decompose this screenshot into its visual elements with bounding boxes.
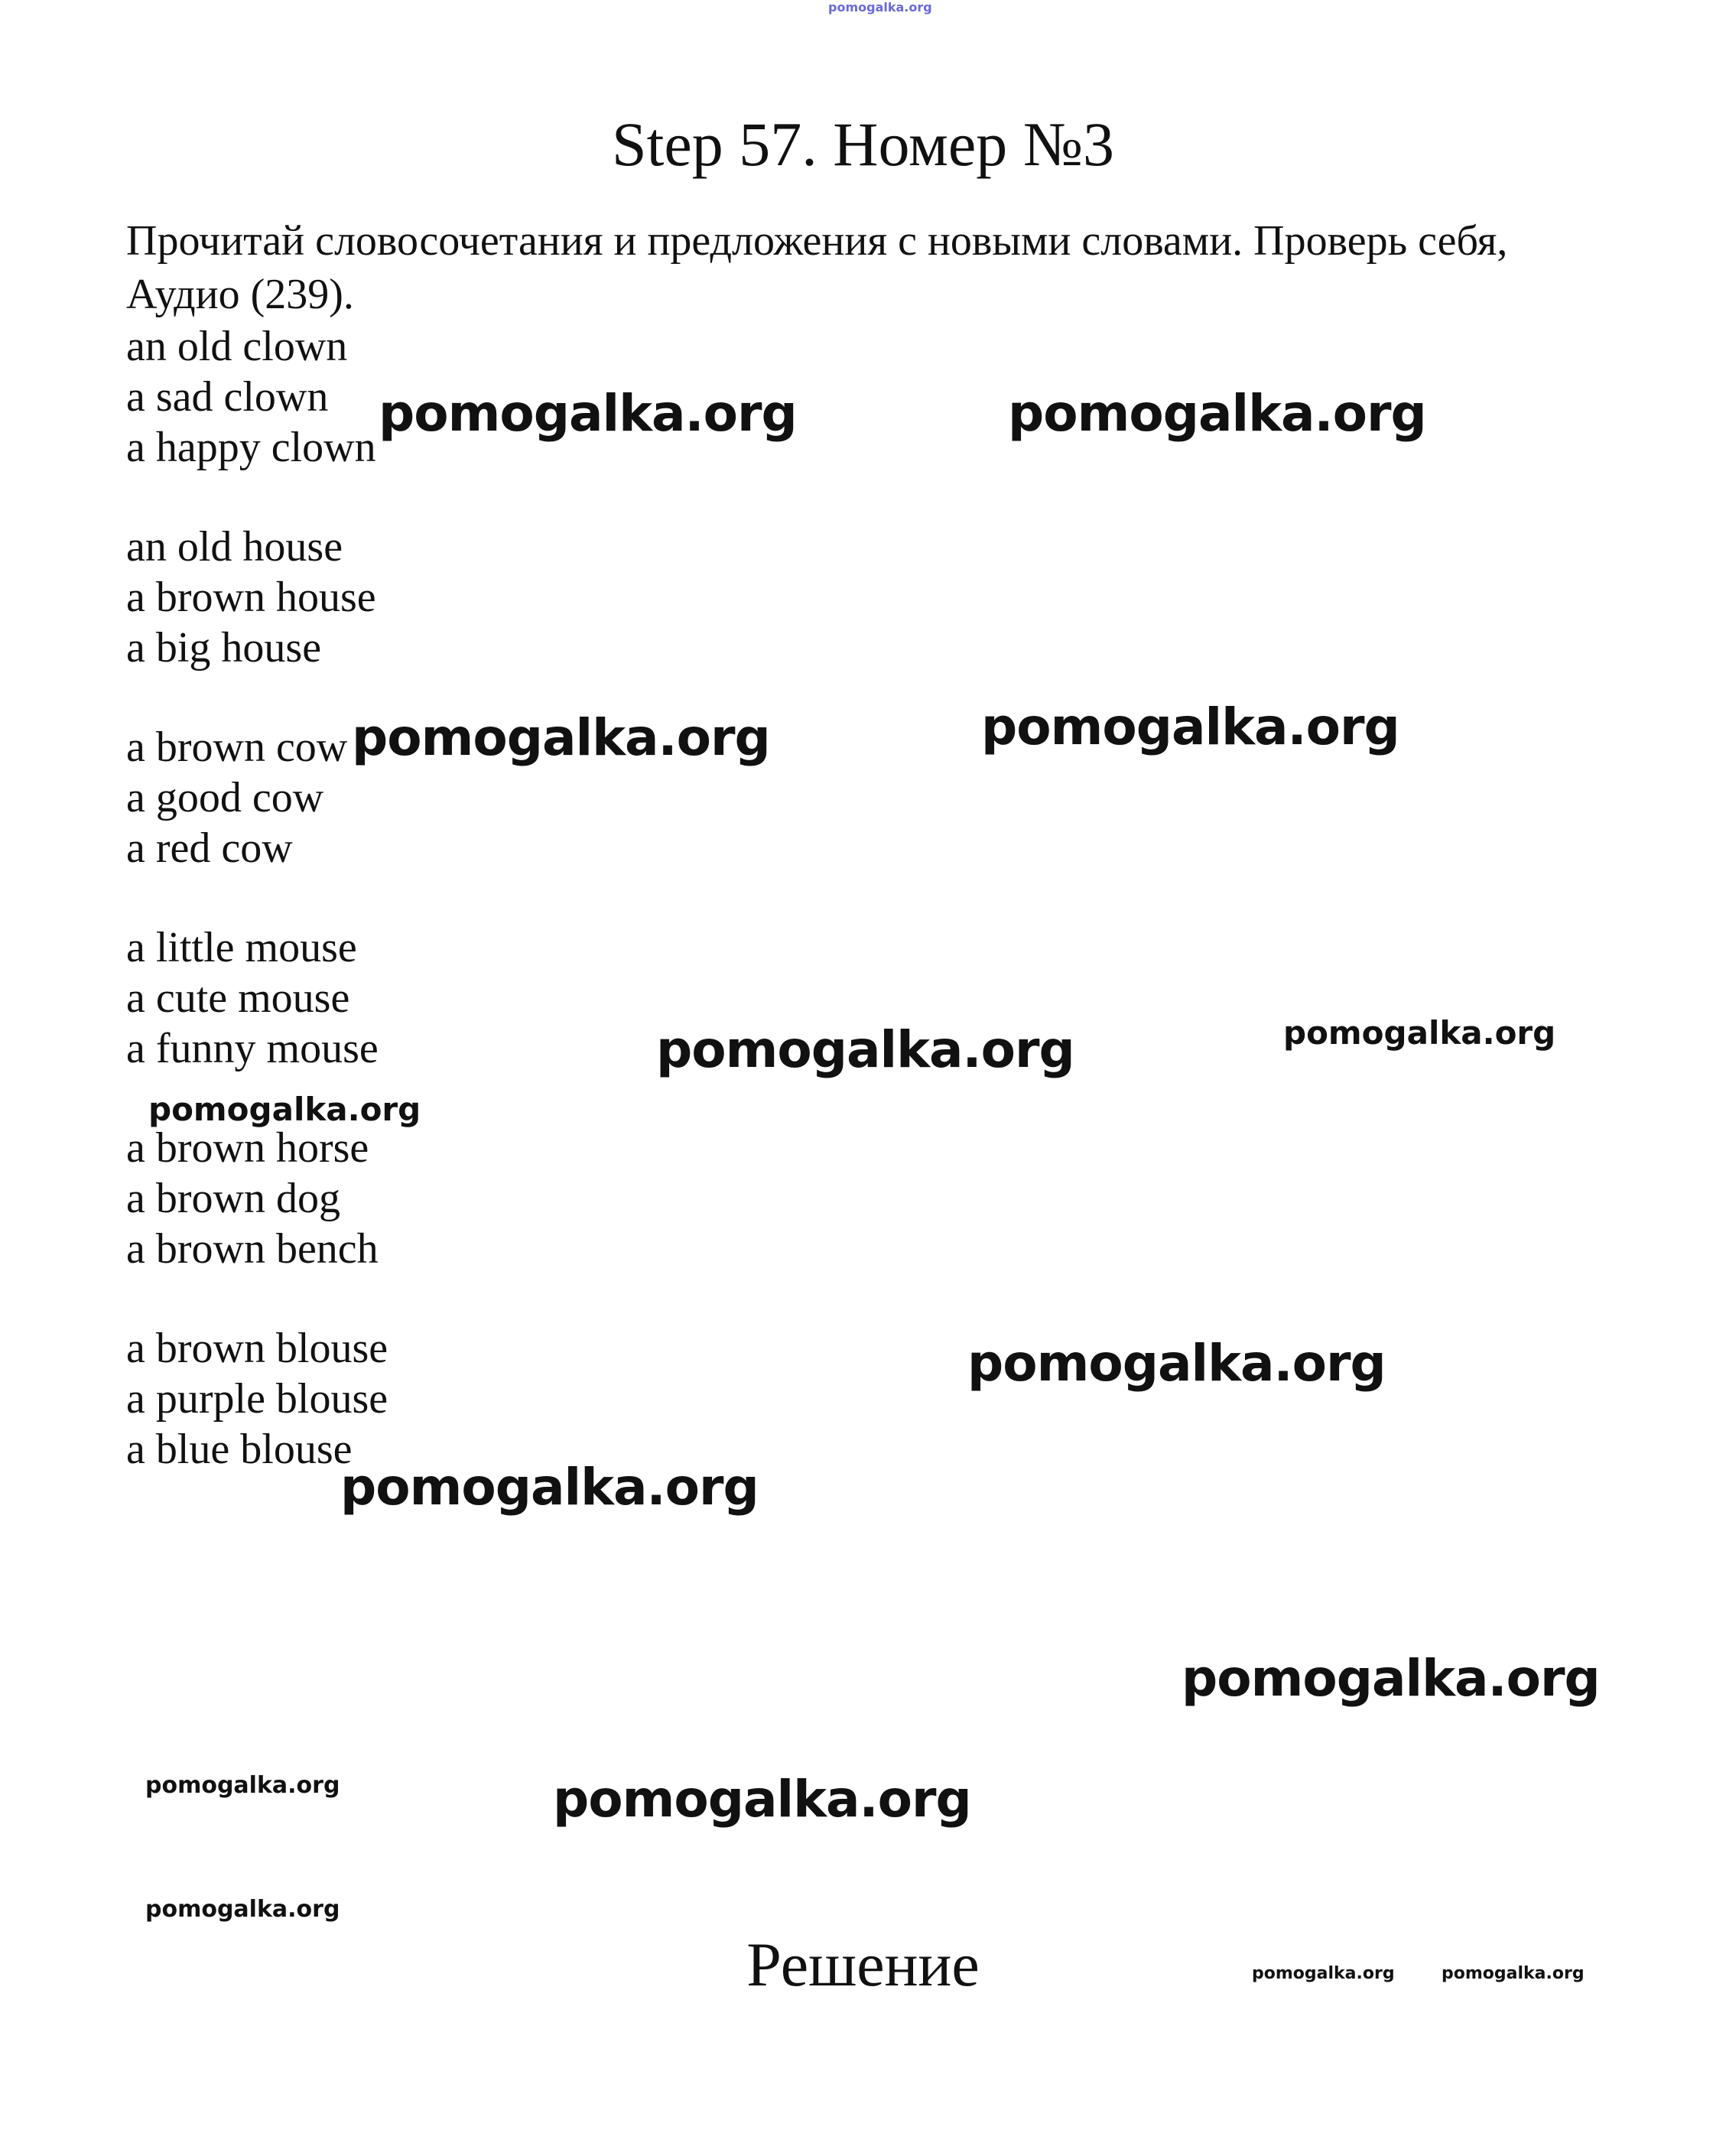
watermark: pomogalka.org [967, 1334, 1386, 1393]
watermark: pomogalka.org [656, 1020, 1074, 1079]
watermark: pomogalka.org [1008, 384, 1426, 443]
phrase-item: a big house [126, 624, 322, 672]
phrase-item: a brown bench [126, 1225, 379, 1273]
phrase-item: a blue blouse [126, 1426, 353, 1473]
phrase-item: a brown blouse [126, 1325, 388, 1372]
watermark: pomogalka.org [1283, 1014, 1556, 1052]
phrase-item: a good cow [126, 774, 324, 821]
page-title: Step 57. Номер №3 [612, 109, 1114, 179]
phrase-item: a sad clown [126, 373, 329, 421]
watermark: pomogalka.org [145, 1896, 340, 1923]
watermark: pomogalka.org [379, 384, 797, 443]
phrase-item: a cute mouse [126, 974, 350, 1022]
phrase-item: an old house [126, 523, 343, 571]
phrase-item: a red cow [126, 824, 293, 872]
watermark: pomogalka.org [148, 1091, 421, 1128]
phrase-item: a brown house [126, 574, 376, 621]
phrase-item: a little mouse [126, 924, 357, 971]
task-instruction: Прочитай словосочетания и предложения с новыми словами. Проверь себя, Аудио (239). [126, 217, 1508, 318]
phrase-item: a purple blouse [126, 1375, 388, 1423]
watermark: pomogalka.org [981, 698, 1399, 756]
phrase-item: a brown dog [126, 1175, 340, 1222]
watermark: pomogalka.org [1442, 1964, 1585, 1983]
phrase-item: a brown cow [126, 724, 348, 771]
phrase-item: a brown horse [126, 1124, 369, 1172]
phrase-item: a happy clown [126, 424, 376, 471]
solution-title: Решение [746, 1930, 980, 1999]
top-watermark: pomogalka.org [828, 0, 932, 15]
watermark: pomogalka.org [553, 1770, 971, 1829]
watermark: pomogalka.org [1182, 1649, 1600, 1708]
watermark: pomogalka.org [352, 708, 770, 767]
phrase-item: a funny mouse [126, 1025, 379, 1072]
watermark: pomogalka.org [145, 1772, 340, 1799]
phrase-item: an old clown [126, 323, 348, 370]
watermark: pomogalka.org [1252, 1964, 1395, 1983]
watermark: pomogalka.org [340, 1458, 759, 1517]
